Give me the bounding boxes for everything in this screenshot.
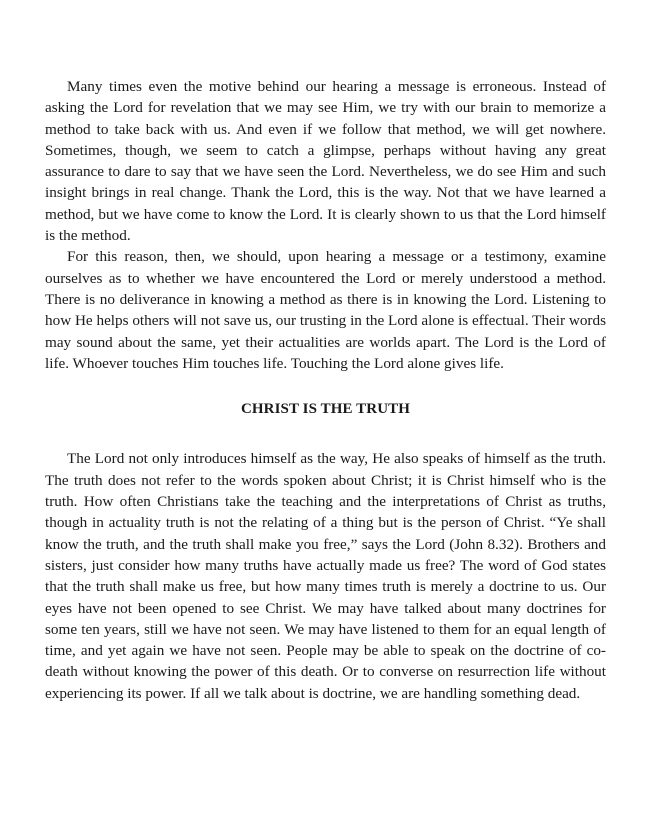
- section-heading: CHRIST IS THE TRUTH: [240, 401, 411, 418]
- paragraph-for-this-reason: For this reason, then, we should, upon hearing a message or a testimony, examine ourselves as to whether we have encountered the Lord or merely understood a method. There is no deliverance in knowing a method as there is in knowing the Lord. Listening to how He helps others will not save us, our trusting in the Lord alone is effectual. Their words may sound about the same, yet their actualities are worlds apart. The Lord is the Lord of life. Whoever touches Him touches life. Touching the Lord alone gives life.: [45, 248, 606, 372]
- document-page: [45, 76, 606, 704]
- paragraph-truth: The Lord not only introduces himself as the way, He also speaks of himself as the truth. The truth does not refer to the words spoken about Christ; it is Christ himself who is the truth. How often Christians take the teaching and the interpretations of Christ as truths, though in actuality truth is not the relating of a thing but is the person of Christ. “Ye shall know the truth, and the truth shall make you free,” says the Lord (John 8.32). Brothers and sisters, just consider how many truths have actually made us free? The word of God states that the truth shall make us free, but how many times truth is merely a doctrine to us. Our eyes have not been opened to see Christ. We may have talked about many doctrines for some ten years, still we have not seen. We may have listened to them for an equal length of time, and yet again we have not seen. People may be able to speak on the doctrine of co-death without knowing the power of this death. Or to converse on resurrection life without experiencing its power. If all we talk about is doctrine, we are handling something dead.: [45, 450, 606, 702]
- paragraph-motive: Many times even the motive behind our hearing a message is erroneous. Instead of asking the Lord for revelation that we may see Him, we try with our brain to memorize a method to take back with us. And even if we follow that method, we will get nowhere. Sometimes, though, we seem to catch a glimpse, perhaps without having any great assurance to dare to say that we have seen the Lord. Nevertheless, we do see Him and such insight brings in real change. Thank the Lord, this is the way. Not that we have learned a method, but we have come to know the Lord. It is clearly shown to us that the Lord himself is the method.: [45, 78, 606, 245]
